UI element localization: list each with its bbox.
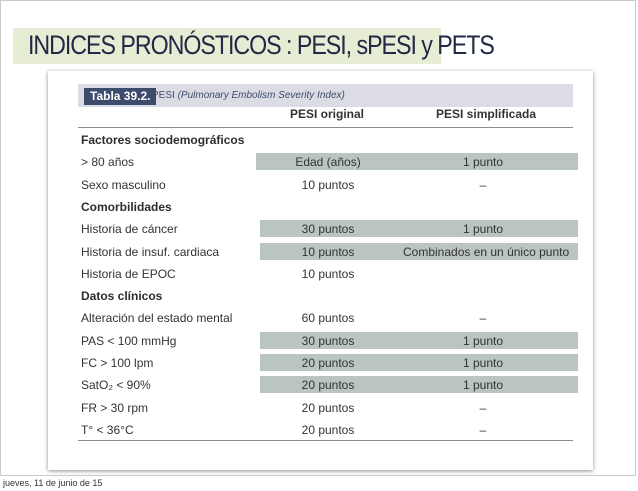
table-image [48,71,593,470]
table-row [48,151,593,173]
pesi-original-value: Edad (años) [295,155,361,170]
table-section-row [48,285,593,307]
slide-title: INDICES PRONÓSTICOS : PESI, sPESI y PETS [28,30,494,60]
row-label: FR > 30 rpm [81,400,149,415]
pesi-simplificada-value: Combinados en un único punto [403,244,570,259]
table-row [48,218,593,240]
pesi-original-value: 20 puntos [301,400,355,415]
table-row [48,307,593,329]
pesi-original-value: 10 puntos [301,244,355,259]
section-heading: Factores sociodemográficos [81,133,245,147]
slide-date: jueves, 11 de junio de 15 [3,478,103,488]
row-label: SatO₂ < 90% [81,378,151,393]
table-bottom-rule [78,440,573,441]
table-row [48,241,593,263]
table-row [48,352,593,374]
table-section-row [48,129,593,151]
pesi-original-value: 60 puntos [301,311,355,326]
table-caption-prefix: PESI [152,90,175,101]
header-divider [78,127,573,128]
table-caption-italic: (Pulmonary Embolism Severity Index) [177,90,345,101]
pesi-original-value: 10 puntos [301,266,355,281]
pesi-original-value: 20 puntos [301,356,355,370]
row-label: Alteración del estado mental [81,311,233,326]
table-row [48,330,593,352]
pesi-original-value: 20 puntos [301,378,355,393]
row-label: PAS < 100 mmHg [81,333,177,348]
pesi-simplificada-value: – [479,311,487,326]
row-label: Historia de EPOC [81,266,176,281]
row-label: Sexo masculino [81,177,166,192]
table-row [48,397,593,419]
row-label: T° < 36°C [81,422,134,437]
table-caption [152,90,345,101]
table-row [48,263,593,285]
section-heading: Comorbilidades [81,199,172,214]
row-label: Historia de insuf. cardiaca [81,244,220,259]
pesi-simplificada-value: 1 punto [462,356,504,370]
column-header-pesi-original: PESI original [290,107,365,121]
pesi-original-value: 10 puntos [301,177,355,192]
table-section-row [48,196,593,218]
section-heading: Datos clínicos [81,289,163,304]
table-row [48,419,593,441]
pesi-simplificada-value: 1 punto [462,333,504,348]
row-label: Historia de cáncer [81,222,178,237]
table-row [48,374,593,396]
pesi-original-value: 30 puntos [301,222,355,237]
table-row [48,174,593,196]
pesi-simplificada-value: – [479,177,487,192]
pesi-simplificada-value: 1 punto [462,222,504,237]
pesi-simplificada-value: – [479,422,487,437]
row-label: FC > 100 lpm [81,356,154,370]
pesi-simplificada-value: 1 punto [462,155,504,170]
pesi-simplificada-value: – [479,400,487,415]
column-header-pesi-simplificada: PESI simplificada [436,107,537,121]
pesi-original-value: 30 puntos [301,333,355,348]
pesi-simplificada-value: 1 punto [462,378,504,393]
pesi-original-value: 20 puntos [301,422,355,437]
table-number: Tabla 39.2. [84,88,156,105]
row-label: > 80 años [81,155,135,170]
